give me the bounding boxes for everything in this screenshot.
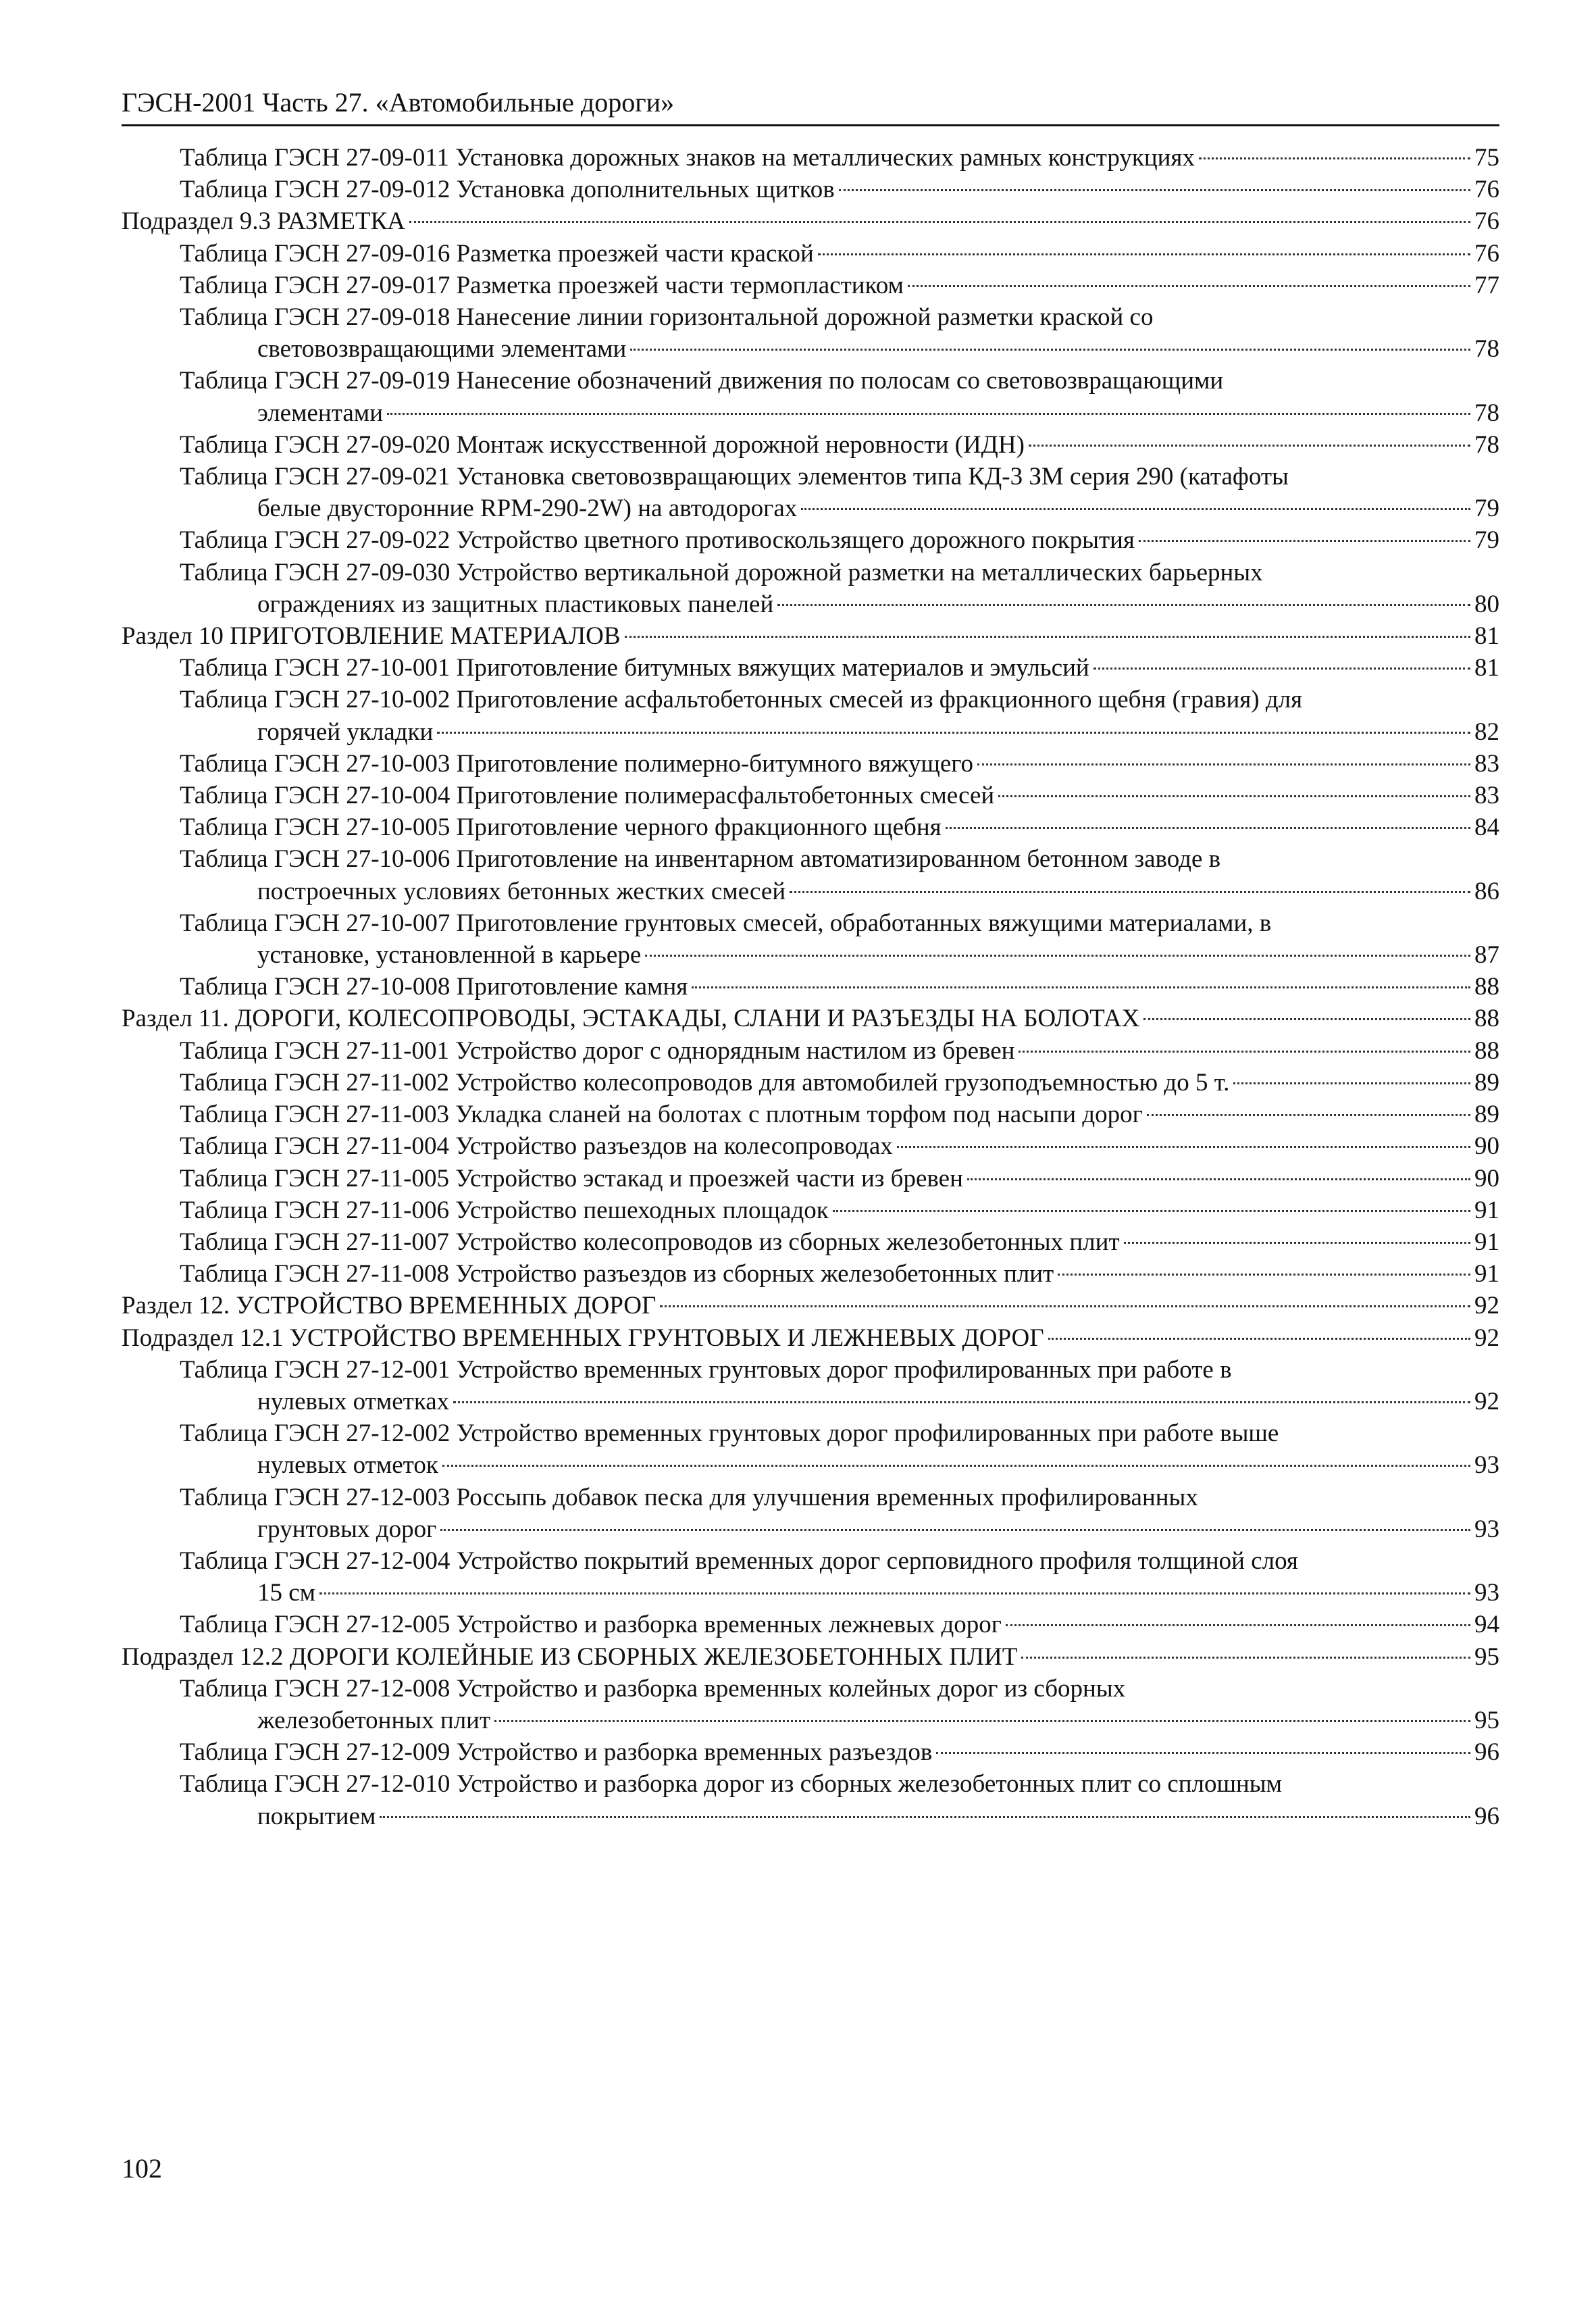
toc-entry-text-line: Таблица ГЭСН 27-09-012 Установка дополнительных щитков <box>180 176 835 204</box>
toc-table-entry <box>122 1768 1499 1832</box>
toc-table-entry <box>122 1035 1499 1067</box>
dot-leader <box>1199 157 1470 159</box>
toc-table-entry <box>122 142 1499 174</box>
toc-table-entry <box>122 1163 1499 1194</box>
dot-leader <box>801 508 1470 510</box>
toc-entry-text-line: Таблица ГЭСН 27-09-020 Монтаж искусственной дорожной неровности (ИДН) <box>180 430 1025 459</box>
dot-leader <box>645 955 1470 957</box>
toc-entry-text-line: покрытием <box>257 1802 376 1830</box>
toc-table-entry <box>122 174 1499 205</box>
toc-entry-text-line: Таблица ГЭСН 27-09-021 Установка световозвращающих элементов типа КД-3 ЗМ серия 290 (катафоты <box>180 463 1289 491</box>
toc-section-entry <box>122 1290 1499 1322</box>
toc-entry-text-line: Таблица ГЭСН 27-11-005 Устройство эстакад и проезжей части из бревен <box>180 1164 963 1192</box>
toc-entry-text-line: нулевых отметках <box>257 1387 450 1415</box>
dot-leader <box>908 285 1470 287</box>
toc-entry-text-line: Таблица ГЭСН 27-10-008 Приготовление камня <box>180 973 688 1001</box>
toc-page-number: 92 <box>1474 1324 1499 1352</box>
toc-entry-text-line: Таблица ГЭСН 27-12-008 Устройство и разборка временных колейных дорог из сборных <box>180 1674 1126 1703</box>
header-title: ГЭСН-2001 Часть 27. «Автомобильные дороги» <box>122 87 675 118</box>
dot-leader <box>625 636 1470 638</box>
toc-table-entry <box>122 1482 1499 1545</box>
toc-page-number: 88 <box>1474 973 1499 1001</box>
running-header <box>122 86 1499 126</box>
toc-section-entry <box>122 1003 1499 1034</box>
page-number: 102 <box>122 2153 162 2184</box>
toc-entry-text-line: Таблица ГЭСН 27-10-002 Приготовление асфальтобетонных смесей из фракционного щебня (гравия) для <box>180 686 1303 714</box>
toc-entry-text-line: Таблица ГЭСН 27-09-016 Разметка проезжей части краской <box>180 239 814 268</box>
dot-leader <box>946 827 1470 829</box>
toc-page-number: 79 <box>1474 526 1499 555</box>
toc-table-entry <box>122 1130 1499 1162</box>
toc-table-entry <box>122 365 1499 428</box>
toc-entry-text-line: Таблица ГЭСН 27-11-008 Устройство разъездов из сборных железобетонных плит <box>180 1260 1054 1288</box>
toc-entry-text-line: ограждениях из защитных пластиковых панелей <box>257 590 774 618</box>
toc-page-number: 75 <box>1474 144 1499 172</box>
toc-page-number: 86 <box>1474 877 1499 905</box>
toc-page-number: 91 <box>1474 1228 1499 1256</box>
toc-page-number: 82 <box>1474 718 1499 746</box>
toc-page-number: 81 <box>1474 654 1499 682</box>
dot-leader <box>1124 1242 1470 1244</box>
toc-page-number: 88 <box>1474 1005 1499 1033</box>
toc-page-number: 92 <box>1474 1387 1499 1415</box>
toc-page-number: 96 <box>1474 1802 1499 1830</box>
toc-table-entry <box>122 1258 1499 1290</box>
dot-leader <box>1019 1051 1470 1053</box>
toc-entry-text-line: 15 см <box>257 1579 316 1607</box>
dot-leader <box>1006 1624 1470 1626</box>
toc-entry-text-line: Таблица ГЭСН 27-10-005 Приготовление черного фракционного щебня <box>180 813 942 842</box>
dot-leader <box>437 732 1470 734</box>
toc-table-entry <box>122 270 1499 301</box>
toc-entry-text-line: нулевых отметок <box>257 1451 438 1480</box>
dot-leader <box>380 1816 1470 1818</box>
toc-entry-text-line: Таблица ГЭСН 27-11-007 Устройство колесопроводов из сборных железобетонных плит <box>180 1228 1120 1256</box>
toc-table-entry <box>122 1673 1499 1736</box>
dot-leader <box>790 891 1470 893</box>
toc-page-number: 76 <box>1474 176 1499 204</box>
toc-entry-text-line: Таблица ГЭСН 27-10-004 Приготовление полимерасфальтобетонных смесей <box>180 782 995 810</box>
dot-leader <box>977 763 1470 765</box>
dot-leader <box>692 986 1470 988</box>
toc-entry-text-line: Раздел 11. ДОРОГИ, КОЛЕСОПРОВОДЫ, ЭСТАКАДЫ, СЛАНИ И РАЗЪЕЗДЫ НА БОЛОТАХ <box>122 1005 1140 1033</box>
toc-table-entry <box>122 429 1499 461</box>
dot-leader <box>998 795 1470 797</box>
toc-table-entry <box>122 461 1499 524</box>
dot-leader <box>319 1592 1470 1594</box>
toc-page-number: 89 <box>1474 1068 1499 1097</box>
toc-page-number: 77 <box>1474 271 1499 299</box>
toc-entry-text-line: Таблица ГЭСН 27-12-004 Устройство покрытий временных дорог серповидного профиля толщиной слоя <box>180 1546 1298 1575</box>
toc-page-number: 91 <box>1474 1196 1499 1224</box>
dot-leader <box>1021 1657 1470 1659</box>
dot-leader <box>936 1752 1470 1754</box>
toc-page-number: 95 <box>1474 1706 1499 1734</box>
toc-table-entry <box>122 1099 1499 1130</box>
dot-leader <box>1233 1082 1470 1084</box>
toc-page-number: 90 <box>1474 1164 1499 1192</box>
dot-leader <box>839 189 1470 191</box>
toc-entry-text-line: Раздел 12. УСТРОЙСТВО ВРЕМЕННЫХ ДОРОГ <box>122 1292 657 1320</box>
toc-page-number: 95 <box>1474 1642 1499 1671</box>
toc-entry-text-line: грунтовых дорог <box>257 1515 437 1543</box>
toc-page-number: 84 <box>1474 813 1499 842</box>
toc-entry-text-line: Таблица ГЭСН 27-09-011 Установка дорожных знаков на металлических рамных конструкциях <box>180 144 1195 172</box>
toc-table-entry <box>122 1609 1499 1640</box>
dot-leader <box>442 1465 1470 1467</box>
toc-entry-text-line: Таблица ГЭСН 27-10-006 Приготовление на инвентарном автоматизированном бетонном заводе в <box>180 845 1221 874</box>
toc-page-number: 81 <box>1474 622 1499 651</box>
dot-leader <box>1139 540 1470 542</box>
toc-entry-text-line: Таблица ГЭСН 27-12-002 Устройство временных грунтовых дорог профилированных при работе выше <box>180 1419 1279 1448</box>
toc-entry-text-line: железобетонных плит <box>257 1706 491 1734</box>
toc-entry-text-line: Таблица ГЭСН 27-10-001 Приготовление битумных вяжущих материалов и эмульсий <box>180 654 1089 682</box>
dot-leader <box>494 1720 1470 1722</box>
dot-leader <box>387 413 1470 415</box>
toc-entry-text-line: построечных условиях бетонных жестких смесей <box>257 877 786 905</box>
toc-page-number: 90 <box>1474 1132 1499 1161</box>
toc-section-entry <box>122 1322 1499 1354</box>
toc-page-number: 92 <box>1474 1292 1499 1320</box>
toc-page-number: 76 <box>1474 207 1499 236</box>
toc-page-number: 78 <box>1474 335 1499 363</box>
toc-entry-text-line: Подраздел 12.1 УСТРОЙСТВО ВРЕМЕННЫХ ГРУНТОВЫХ И ЛЕЖНЕВЫХ ДОРОГ <box>122 1324 1044 1352</box>
toc-section-entry <box>122 620 1499 652</box>
toc-page-number: 78 <box>1474 399 1499 427</box>
dot-leader <box>1143 1018 1470 1020</box>
dot-leader <box>1058 1274 1470 1276</box>
toc-page-number: 76 <box>1474 239 1499 268</box>
toc-entry-text-line: Таблица ГЭСН 27-12-001 Устройство временных грунтовых дорог профилированных при работе в <box>180 1355 1232 1384</box>
toc-table-entry <box>122 1194 1499 1226</box>
toc-table-entry <box>122 684 1499 747</box>
toc-entry-text-line: Таблица ГЭСН 27-11-002 Устройство колесопроводов для автомобилей грузоподъемностью до 5 т. <box>180 1068 1230 1097</box>
dot-leader <box>833 1210 1470 1212</box>
dot-leader <box>967 1178 1470 1180</box>
dot-leader <box>1029 445 1470 447</box>
dot-leader <box>453 1401 1470 1403</box>
toc-section-entry <box>122 205 1499 237</box>
toc-entry-text-line: Таблица ГЭСН 27-12-009 Устройство и разборка временных разъездов <box>180 1738 933 1767</box>
toc-table-entry <box>122 652 1499 684</box>
toc-entry-text-line: Таблица ГЭСН 27-12-003 Россыпь добавок песка для улучшения временных профилированных <box>180 1483 1198 1511</box>
toc-entry-text-line: Таблица ГЭСН 27-09-019 Нанесение обозначений движения по полосам со световозвращающими <box>180 367 1224 395</box>
toc-entry-text-line: установке, установленной в карьере <box>257 941 642 970</box>
toc-entry-text-line: Таблица ГЭСН 27-12-010 Устройство и разборка дорог из сборных железобетонных плит со сплошным <box>180 1770 1283 1799</box>
toc-page-number: 89 <box>1474 1101 1499 1129</box>
toc-entry-text-line: горячей укладки <box>257 718 434 746</box>
toc-entry-text-line: Таблица ГЭСН 27-09-017 Разметка проезжей части термопластиком <box>180 271 904 299</box>
dot-leader <box>630 349 1470 351</box>
toc-entry-text-line: Таблица ГЭСН 27-09-018 Нанесение линии горизонтальной дорожной разметки краской со <box>180 303 1154 332</box>
dot-leader <box>1147 1114 1470 1116</box>
toc-table-entry <box>122 1354 1499 1417</box>
toc-page-number: 88 <box>1474 1036 1499 1065</box>
toc-page-number: 87 <box>1474 941 1499 970</box>
toc-entry-text-line: элементами <box>257 399 383 427</box>
dot-leader <box>818 253 1470 255</box>
dot-leader <box>409 221 1470 223</box>
toc-page-number: 93 <box>1474 1579 1499 1607</box>
toc-entry-text-line: Таблица ГЭСН 27-09-022 Устройство цветного противоскользящего дорожного покрытия <box>180 526 1135 555</box>
toc-table-entry <box>122 907 1499 971</box>
toc-page-number: 83 <box>1474 749 1499 778</box>
toc-table-entry <box>122 843 1499 907</box>
dot-leader <box>1093 668 1470 670</box>
toc-table-entry <box>122 1226 1499 1258</box>
toc-table-entry <box>122 238 1499 270</box>
toc-page-number: 79 <box>1474 495 1499 523</box>
toc-entry-text-line: Подраздел 9.3 РАЗМЕТКА <box>122 207 405 236</box>
toc-entry-text-line: Таблица ГЭСН 27-11-003 Укладка сланей на болотах с плотным торфом под насыпи дорог <box>180 1101 1143 1129</box>
toc-entry-text-line: Подраздел 12.2 ДОРОГИ КОЛЕЙНЫЕ ИЗ СБОРНЫХ ЖЕЛЕЗОБЕТОННЫХ ПЛИТ <box>122 1642 1018 1671</box>
toc-entry-text-line: Таблица ГЭСН 27-11-004 Устройство разъездов на колесопроводах <box>180 1132 893 1161</box>
toc-page-number: 78 <box>1474 430 1499 459</box>
toc-table-entry <box>122 1417 1499 1481</box>
toc-table-entry <box>122 301 1499 365</box>
toc-entry-text-line: Таблица ГЭСН 27-11-001 Устройство дорог с однорядным настилом из бревен <box>180 1036 1015 1065</box>
toc-entry-text-line: Таблица ГЭСН 27-09-030 Устройство вертикальной дорожной разметки на металлических барьерных <box>180 558 1263 586</box>
toc-page-number: 94 <box>1474 1611 1499 1639</box>
toc-table-entry <box>122 1545 1499 1609</box>
toc-entry-text-line: Таблица ГЭСН 27-10-003 Приготовление полимерно-битумного вяжущего <box>180 749 974 778</box>
toc-table-entry <box>122 971 1499 1003</box>
toc-page-number: 91 <box>1474 1260 1499 1288</box>
toc-table-entry <box>122 811 1499 843</box>
dot-leader <box>1048 1338 1470 1340</box>
toc-table-entry <box>122 748 1499 780</box>
dot-leader <box>660 1305 1470 1307</box>
toc-table-entry <box>122 780 1499 811</box>
dot-leader <box>897 1146 1470 1148</box>
dot-leader <box>777 604 1470 606</box>
toc-table-entry <box>122 1067 1499 1099</box>
toc-section-entry <box>122 1641 1499 1673</box>
dot-leader <box>440 1529 1470 1531</box>
toc-entry-text-line: белые двусторонние RPM-290-2W) на автодорогах <box>257 495 798 523</box>
toc-page-number: 83 <box>1474 782 1499 810</box>
toc-entry-text-line: Таблица ГЭСН 27-11-006 Устройство пешеходных площадок <box>180 1196 829 1224</box>
toc-entry-text-line: световозвращающими элементами <box>257 335 627 363</box>
toc-entry-text-line: Таблица ГЭСН 27-12-005 Устройство и разборка временных лежневых дорог <box>180 1611 1002 1639</box>
toc-table-entry <box>122 557 1499 620</box>
toc-table-entry <box>122 524 1499 556</box>
toc-page-number: 93 <box>1474 1515 1499 1543</box>
toc-entry-text-line: Таблица ГЭСН 27-10-007 Приготовление грунтовых смесей, обработанных вяжущими материалами, в <box>180 909 1272 937</box>
table-of-contents <box>122 142 1499 1832</box>
toc-page-number: 93 <box>1474 1451 1499 1480</box>
toc-page-number: 96 <box>1474 1738 1499 1767</box>
toc-entry-text-line: Раздел 10 ПРИГОТОВЛЕНИЕ МАТЕРИАЛОВ <box>122 622 621 651</box>
toc-page-number: 80 <box>1474 590 1499 618</box>
toc-table-entry <box>122 1736 1499 1768</box>
